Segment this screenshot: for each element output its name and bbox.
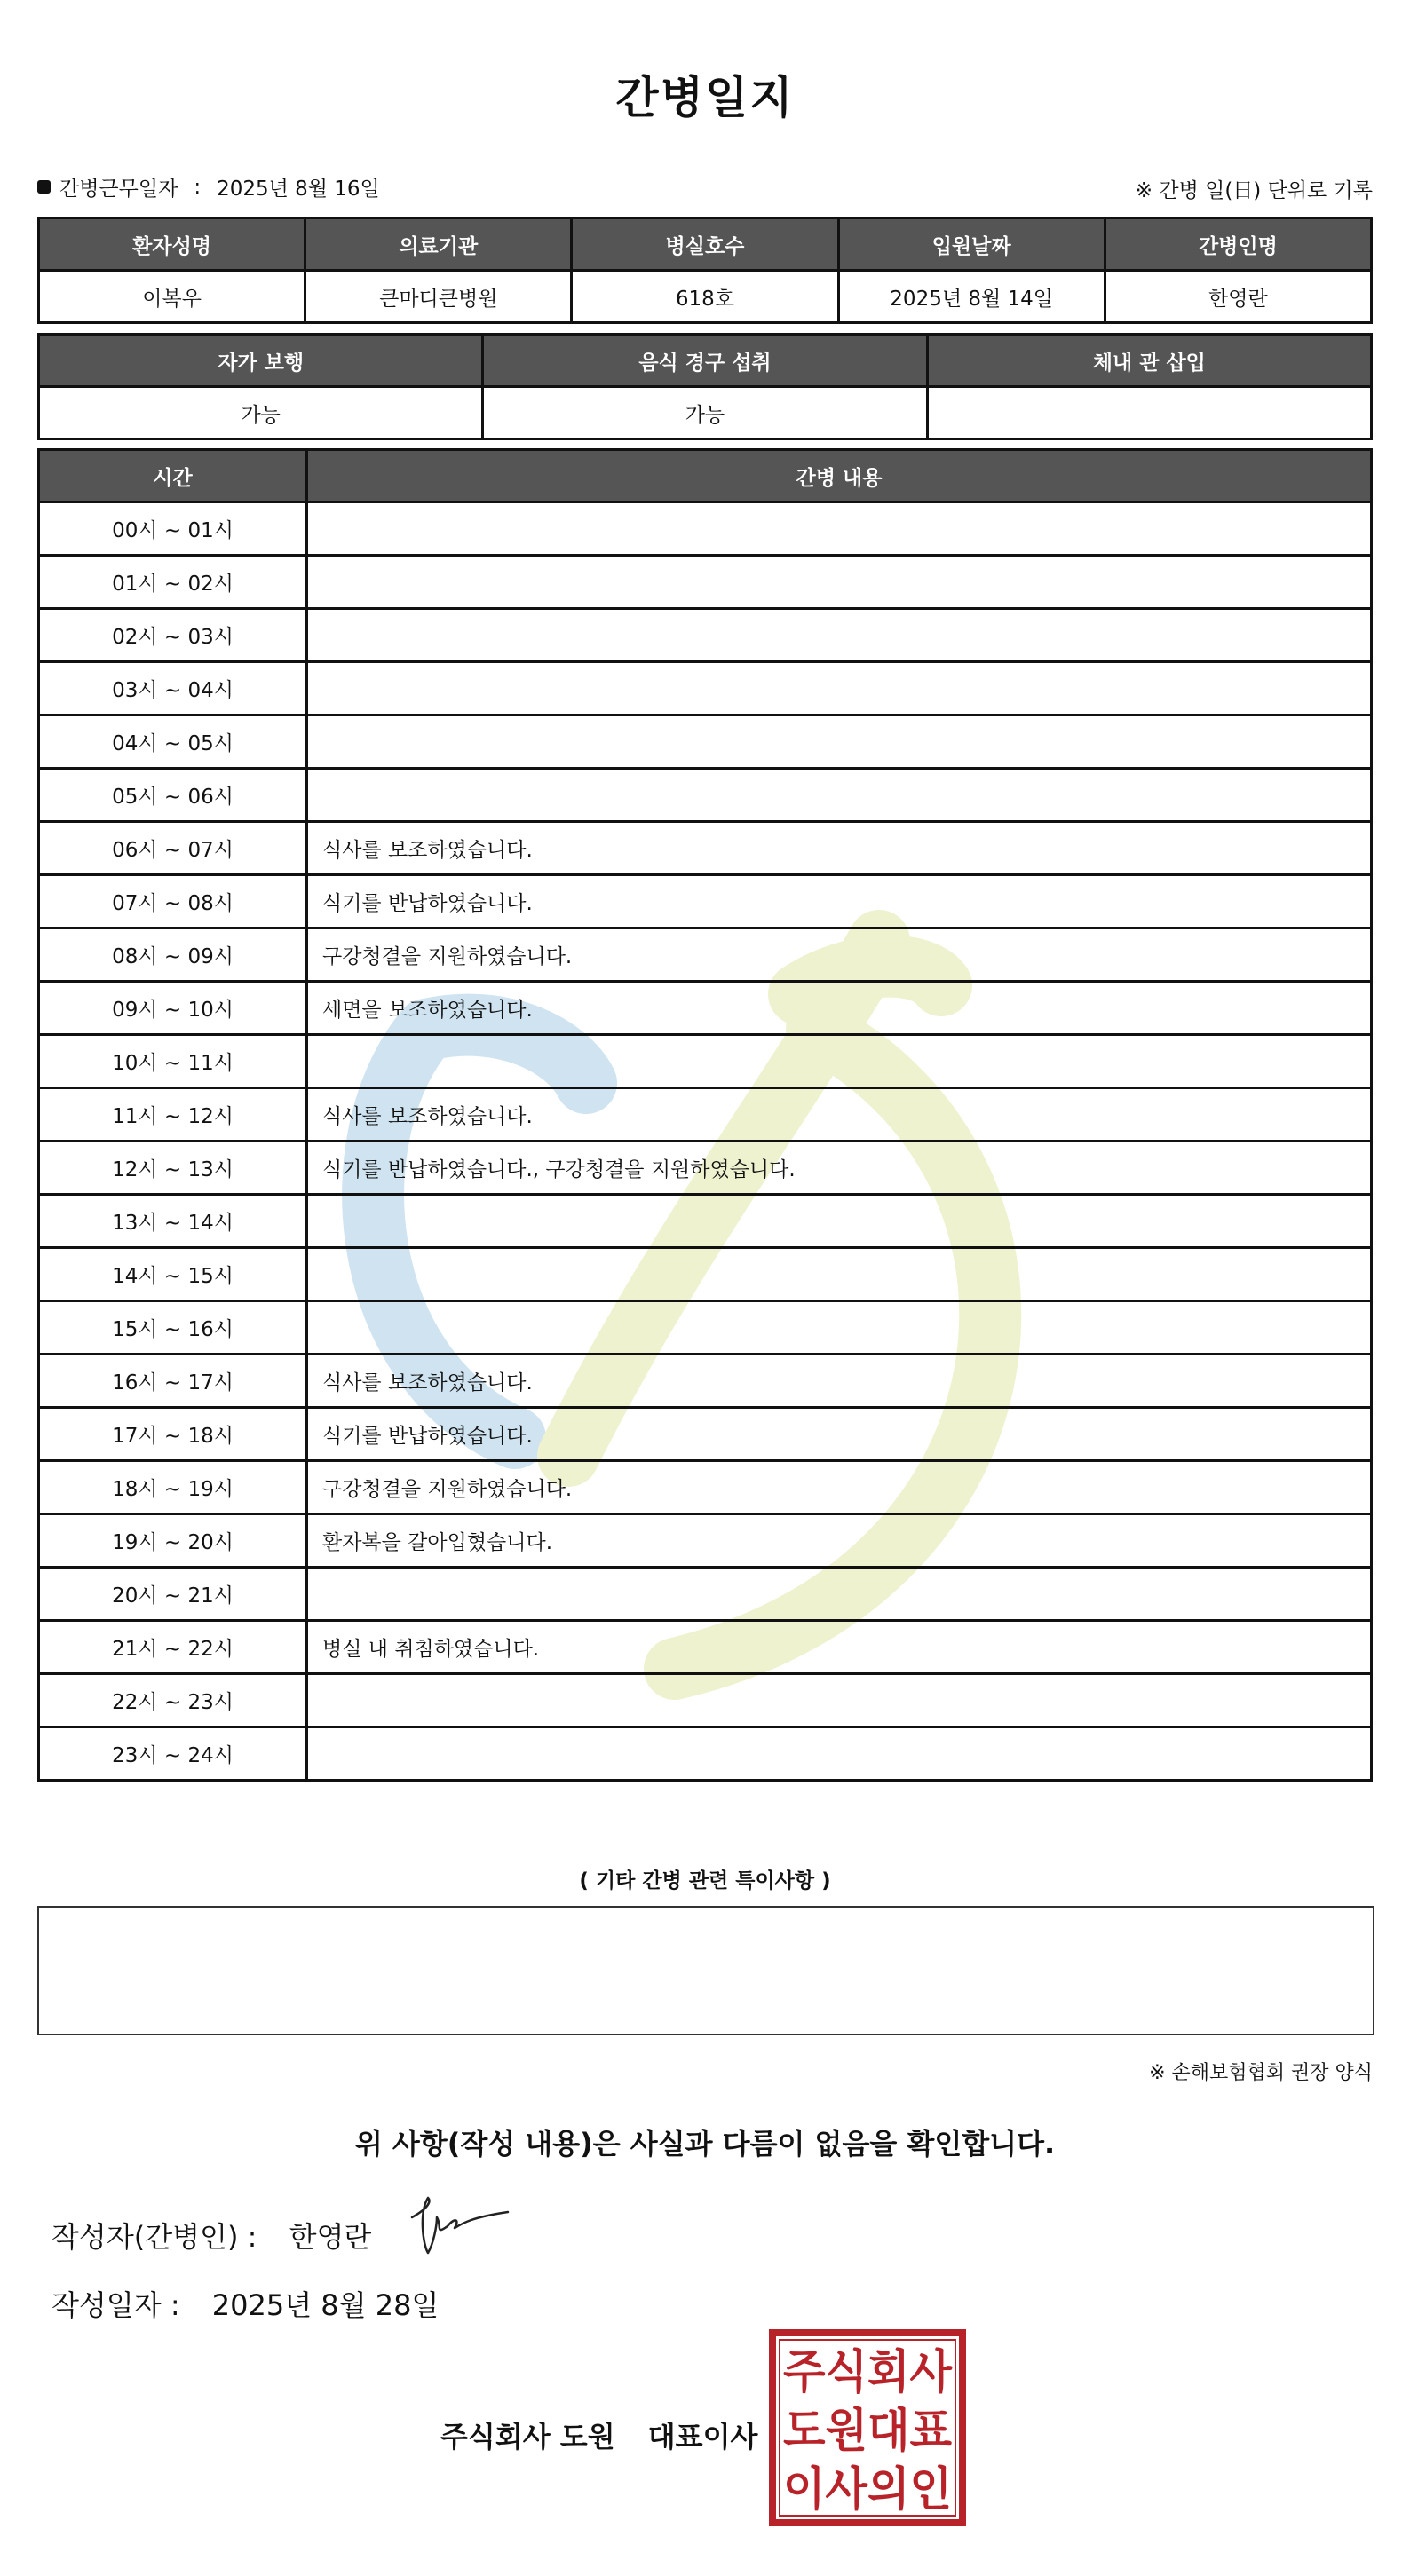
content-cell: 구강청결을 지원하였습니다.	[307, 928, 1372, 982]
content-cell: 세면을 보조하였습니다.	[307, 982, 1372, 1035]
author-line	[51, 2215, 371, 2256]
time-cell: 17시 ~ 18시	[39, 1408, 307, 1461]
content-cell: 식기를 반납하였습니다.	[307, 1408, 1372, 1461]
work-date-label: 간병근무일자	[59, 178, 178, 201]
content-cell	[307, 1248, 1372, 1301]
admission-date: 2025년 8월 14일	[838, 271, 1105, 323]
content-cell: 식기를 반납하였습니다., 구강청결을 지원하였습니다.	[307, 1142, 1372, 1195]
table-row	[39, 1514, 1372, 1568]
table-row	[39, 1195, 1372, 1248]
work-date-sep: :	[194, 175, 202, 199]
header-tube: 체내 관 삽입	[927, 335, 1371, 387]
table-row	[39, 556, 1372, 609]
content-cell	[307, 662, 1372, 715]
header-time: 시간	[39, 450, 307, 502]
company-line	[440, 2414, 757, 2455]
time-cell: 11시 ~ 12시	[39, 1088, 307, 1142]
content-cell	[307, 1035, 1372, 1088]
time-cell: 04시 ~ 05시	[39, 715, 307, 769]
time-cell: 08시 ~ 09시	[39, 928, 307, 982]
table-row	[39, 1621, 1372, 1674]
time-cell: 02시 ~ 03시	[39, 609, 307, 662]
seal-text-line: 도원대표	[783, 2405, 952, 2458]
seal-text-line: 주식회사	[783, 2346, 953, 2399]
header-room: 병실호수	[572, 218, 838, 271]
bullet-square-icon	[37, 180, 51, 194]
seal-text-line: 이사의인	[783, 2463, 952, 2517]
table-row	[39, 928, 1372, 982]
walking: 가능	[39, 387, 483, 439]
time-cell: 07시 ~ 08시	[39, 875, 307, 928]
table-row	[39, 1355, 1372, 1408]
time-cell: 01시 ~ 02시	[39, 556, 307, 609]
table-row	[39, 982, 1372, 1035]
page-title: 간병일지	[615, 72, 795, 123]
author-name: 한영란	[289, 2220, 372, 2254]
time-cell: 05시 ~ 06시	[39, 769, 307, 822]
recommend-note: ※ 손해보험협회 권장 양식	[1149, 2062, 1373, 2084]
unit-note: ※ 간병 일(日) 단위로 기록	[1135, 179, 1373, 202]
content-cell: 식사를 보조하였습니다.	[307, 1088, 1372, 1142]
time-cell: 18시 ~ 19시	[39, 1461, 307, 1514]
table-row	[39, 822, 1372, 875]
time-cell: 19시 ~ 20시	[39, 1514, 307, 1568]
time-cell: 13시 ~ 14시	[39, 1195, 307, 1248]
time-cell: 14시 ~ 15시	[39, 1248, 307, 1301]
work-date-value: 2025년 8월 16일	[217, 178, 380, 201]
table-row	[39, 1035, 1372, 1088]
table-row	[39, 1408, 1372, 1461]
notes-box	[37, 1906, 1374, 2035]
table-row	[39, 1301, 1372, 1355]
time-cell: 09시 ~ 10시	[39, 982, 307, 1035]
content-cell: 식사를 보조하였습니다.	[307, 822, 1372, 875]
company-seal	[769, 2329, 966, 2526]
content-cell	[307, 1674, 1372, 1727]
header-patient-name: 환자성명	[39, 218, 305, 271]
header-oral-intake: 음식 경구 섭취	[483, 335, 927, 387]
caregiver: 한영란	[1105, 271, 1371, 323]
author-label: 작성자(간병인) :	[51, 2220, 257, 2254]
write-date-value: 2025년 8월 28일	[211, 2288, 440, 2322]
time-cell: 20시 ~ 21시	[39, 1568, 307, 1621]
table-row	[39, 1727, 1372, 1781]
time-cell: 16시 ~ 17시	[39, 1355, 307, 1408]
time-cell: 06시 ~ 07시	[39, 822, 307, 875]
header-hospital: 의료기관	[305, 218, 572, 271]
header-admission-date: 입원날짜	[838, 218, 1105, 271]
hospital: 큰마디큰병원	[305, 271, 572, 323]
content-cell: 구강청결을 지원하였습니다.	[307, 1461, 1372, 1514]
content-cell	[307, 1727, 1372, 1781]
table-row	[39, 1088, 1372, 1142]
content-cell: 식사를 보조하였습니다.	[307, 1355, 1372, 1408]
write-date-line	[51, 2283, 439, 2324]
patient-info-table	[37, 217, 1373, 324]
table-row	[39, 1674, 1372, 1727]
signature	[401, 2191, 517, 2271]
table-row	[39, 662, 1372, 715]
content-cell	[307, 1195, 1372, 1248]
patient-name: 이복우	[39, 271, 305, 323]
time-cell: 10시 ~ 11시	[39, 1035, 307, 1088]
table-row	[39, 502, 1372, 556]
content-cell	[307, 609, 1372, 662]
time-cell: 03시 ~ 04시	[39, 662, 307, 715]
content-cell	[307, 556, 1372, 609]
table-row	[39, 1248, 1372, 1301]
table-row	[39, 875, 1372, 928]
care-log-table	[37, 448, 1373, 1782]
table-row	[39, 609, 1372, 662]
table-row	[39, 1461, 1372, 1514]
write-date-label: 작성일자 :	[51, 2288, 180, 2322]
header-walking: 자가 보행	[39, 335, 483, 387]
time-cell: 22시 ~ 23시	[39, 1674, 307, 1727]
content-cell	[307, 715, 1372, 769]
work-date	[37, 172, 380, 201]
room: 618호	[572, 271, 838, 323]
confirm-statement: 위 사항(작성 내용)은 사실과 다름이 없음을 확인합니다.	[354, 2127, 1056, 2161]
company-name: 주식회사 도원	[440, 2420, 615, 2454]
content-cell	[307, 1568, 1372, 1621]
content-cell: 식기를 반납하였습니다.	[307, 875, 1372, 928]
content-cell	[307, 769, 1372, 822]
time-cell: 12시 ~ 13시	[39, 1142, 307, 1195]
table-row	[39, 715, 1372, 769]
table-row	[39, 1142, 1372, 1195]
table-row	[39, 769, 1372, 822]
tube	[927, 387, 1371, 439]
oral-intake: 가능	[483, 387, 927, 439]
patient-status-table	[37, 333, 1373, 440]
time-cell: 00시 ~ 01시	[39, 502, 307, 556]
content-cell	[307, 1301, 1372, 1355]
header-caregiver: 간병인명	[1105, 218, 1371, 271]
header-content: 간병 내용	[307, 450, 1372, 502]
table-row	[39, 1568, 1372, 1621]
company-role: 대표이사	[647, 2420, 758, 2454]
content-cell	[307, 502, 1372, 556]
content-cell: 환자복을 갈아입혔습니다.	[307, 1514, 1372, 1568]
time-cell: 21시 ~ 22시	[39, 1621, 307, 1674]
notes-title: ( 기타 간병 관련 특이사항 )	[579, 1869, 831, 1892]
content-cell: 병실 내 취침하였습니다.	[307, 1621, 1372, 1674]
time-cell: 23시 ~ 24시	[39, 1727, 307, 1781]
time-cell: 15시 ~ 16시	[39, 1301, 307, 1355]
